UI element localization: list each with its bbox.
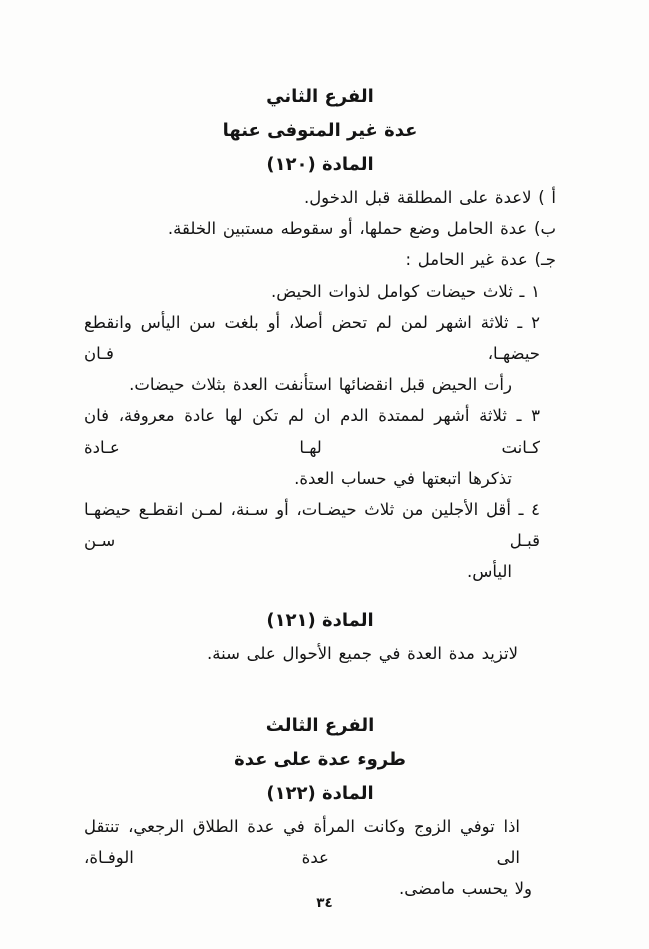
page-number: ٣٤ xyxy=(316,895,333,911)
article-122-line-2: ولا يحسب مامضى. xyxy=(398,879,532,899)
article-122-heading: المادة (١٢٢) xyxy=(266,782,374,804)
article-120-clause-a: أ ) لاعدة على المطلقة قبل الدخول. xyxy=(303,188,556,207)
article-120-item-1: ١ ـ ثلاث حيضات كوامل لذوات الحيض. xyxy=(271,281,540,301)
section-3-title: الفرع الثالث xyxy=(265,714,375,736)
section-2-title: الفرع الثاني xyxy=(266,86,374,107)
article-120-item-3-line-2: تذكرها اتبعتها في حساب العدة. xyxy=(294,468,512,488)
article-120-item-3-line-1: ٣ ـ ثلاثة أشهر لممتدة الدم ان لم تكن لها عادة معروفة، فان كـانت لهـا عـادة xyxy=(84,406,540,457)
article-122-line-1: اذا توفي الزوج وكانت المرأة في عدة الطلاق الرجعي، تنتقل الى عدة الوفـاة، xyxy=(84,816,520,868)
article-121-heading: المادة (١٢١) xyxy=(266,609,374,631)
article-120-clause-j: جـ) عدة غير الحامل : xyxy=(405,250,556,270)
article-120-clause-b: ب) عدة الحامل وضع حملها، أو سقوطه مستبين الخلقة. xyxy=(167,219,556,239)
section-3-subtitle: طروء عدة على عدة xyxy=(234,748,406,770)
article-120-heading: المادة (١٢٠) xyxy=(266,154,374,175)
article-120-item-2-line-1: ٢ ـ ثلاثة اشهر لمن لم تحض أصلا، أو بلغت سن اليأس وانقطع حيضهـا، فـان xyxy=(84,312,540,364)
article-120-item-2-line-2: رأت الحيض قبل انقضائها استأنفت العدة بثلاث حيضات. xyxy=(129,375,512,395)
article-120-item-4-line-2: اليأس. xyxy=(466,562,512,582)
article-121-body: لاتزيد مدة العدة في جميع الأحوال على سنة. xyxy=(207,643,518,663)
article-120-item-4-line-1: ٤ ـ أقل الأجلين من ثلاث حيضـات، أو سـنة، لمـن انقطـع حيضهـا قبـل سـن xyxy=(84,500,540,551)
section-2-subtitle: عدة غير المتوفى عنها xyxy=(222,120,418,141)
